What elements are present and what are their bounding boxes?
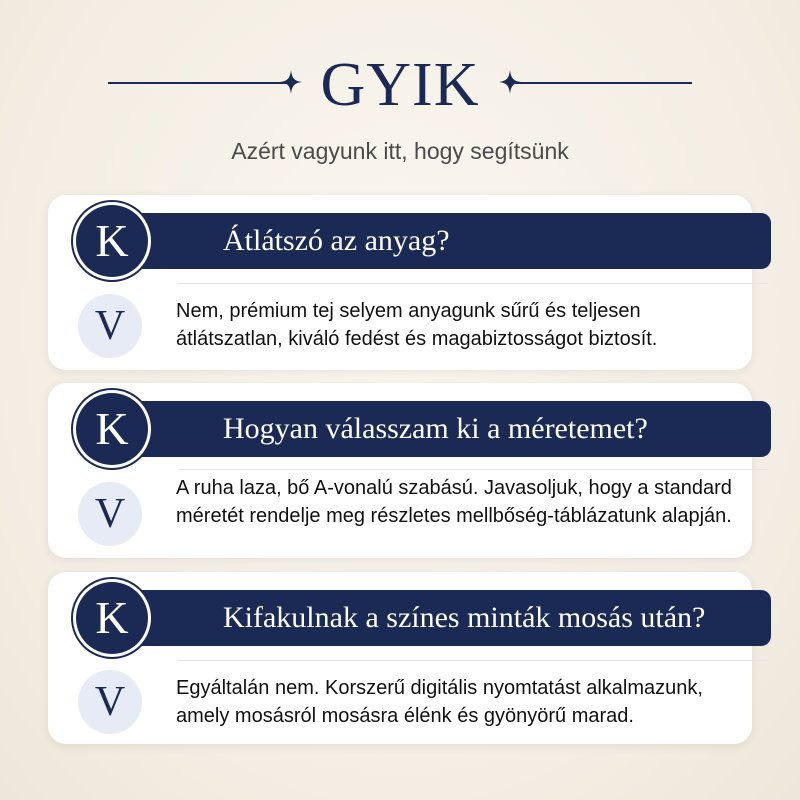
question-badge: K bbox=[76, 582, 148, 654]
question-bar bbox=[106, 213, 771, 269]
answer-text: A ruha laza, bő A-vonalú szabású. Javasoljuk, hogy a standard méretét rendelje meg részletes mellbőség-táblázatunk alapján. bbox=[176, 477, 732, 527]
question-text: Hogyan válasszam ki a méretemet? bbox=[223, 412, 648, 445]
faq-card bbox=[48, 572, 752, 744]
page-subtitle: Azért vagyunk itt, hogy segítsünk bbox=[231, 138, 569, 164]
answer-badge: V bbox=[78, 482, 142, 546]
faq-card bbox=[48, 195, 752, 370]
question-badge: K bbox=[76, 393, 148, 465]
question-badge: K bbox=[76, 205, 148, 277]
answer-badge: V bbox=[78, 294, 142, 358]
question-text: Kifakulnak a színes minták mosás után? bbox=[223, 601, 706, 634]
page-title: GYIK bbox=[320, 51, 480, 119]
question-bar bbox=[106, 401, 771, 457]
divider bbox=[178, 283, 768, 284]
answer-text: Egyáltalán nem. Korszerű digitális nyomtatást alkalmazunk, amely mosásról mosásra élénk és gyönyörű marad. bbox=[176, 677, 703, 727]
question-text: Átlátszó az anyag? bbox=[223, 224, 450, 257]
divider bbox=[178, 660, 768, 661]
title-rule-right bbox=[512, 82, 692, 84]
faq-header bbox=[0, 0, 800, 180]
divider bbox=[178, 469, 768, 470]
answer-text: Nem, prémium tej selyem anyagunk sűrű és teljesen átlátszatlan, kiváló fedést és magabiztosságot biztosít. bbox=[176, 300, 658, 350]
answer-badge: V bbox=[78, 670, 142, 734]
question-bar bbox=[106, 590, 771, 646]
faq-card bbox=[48, 383, 752, 558]
